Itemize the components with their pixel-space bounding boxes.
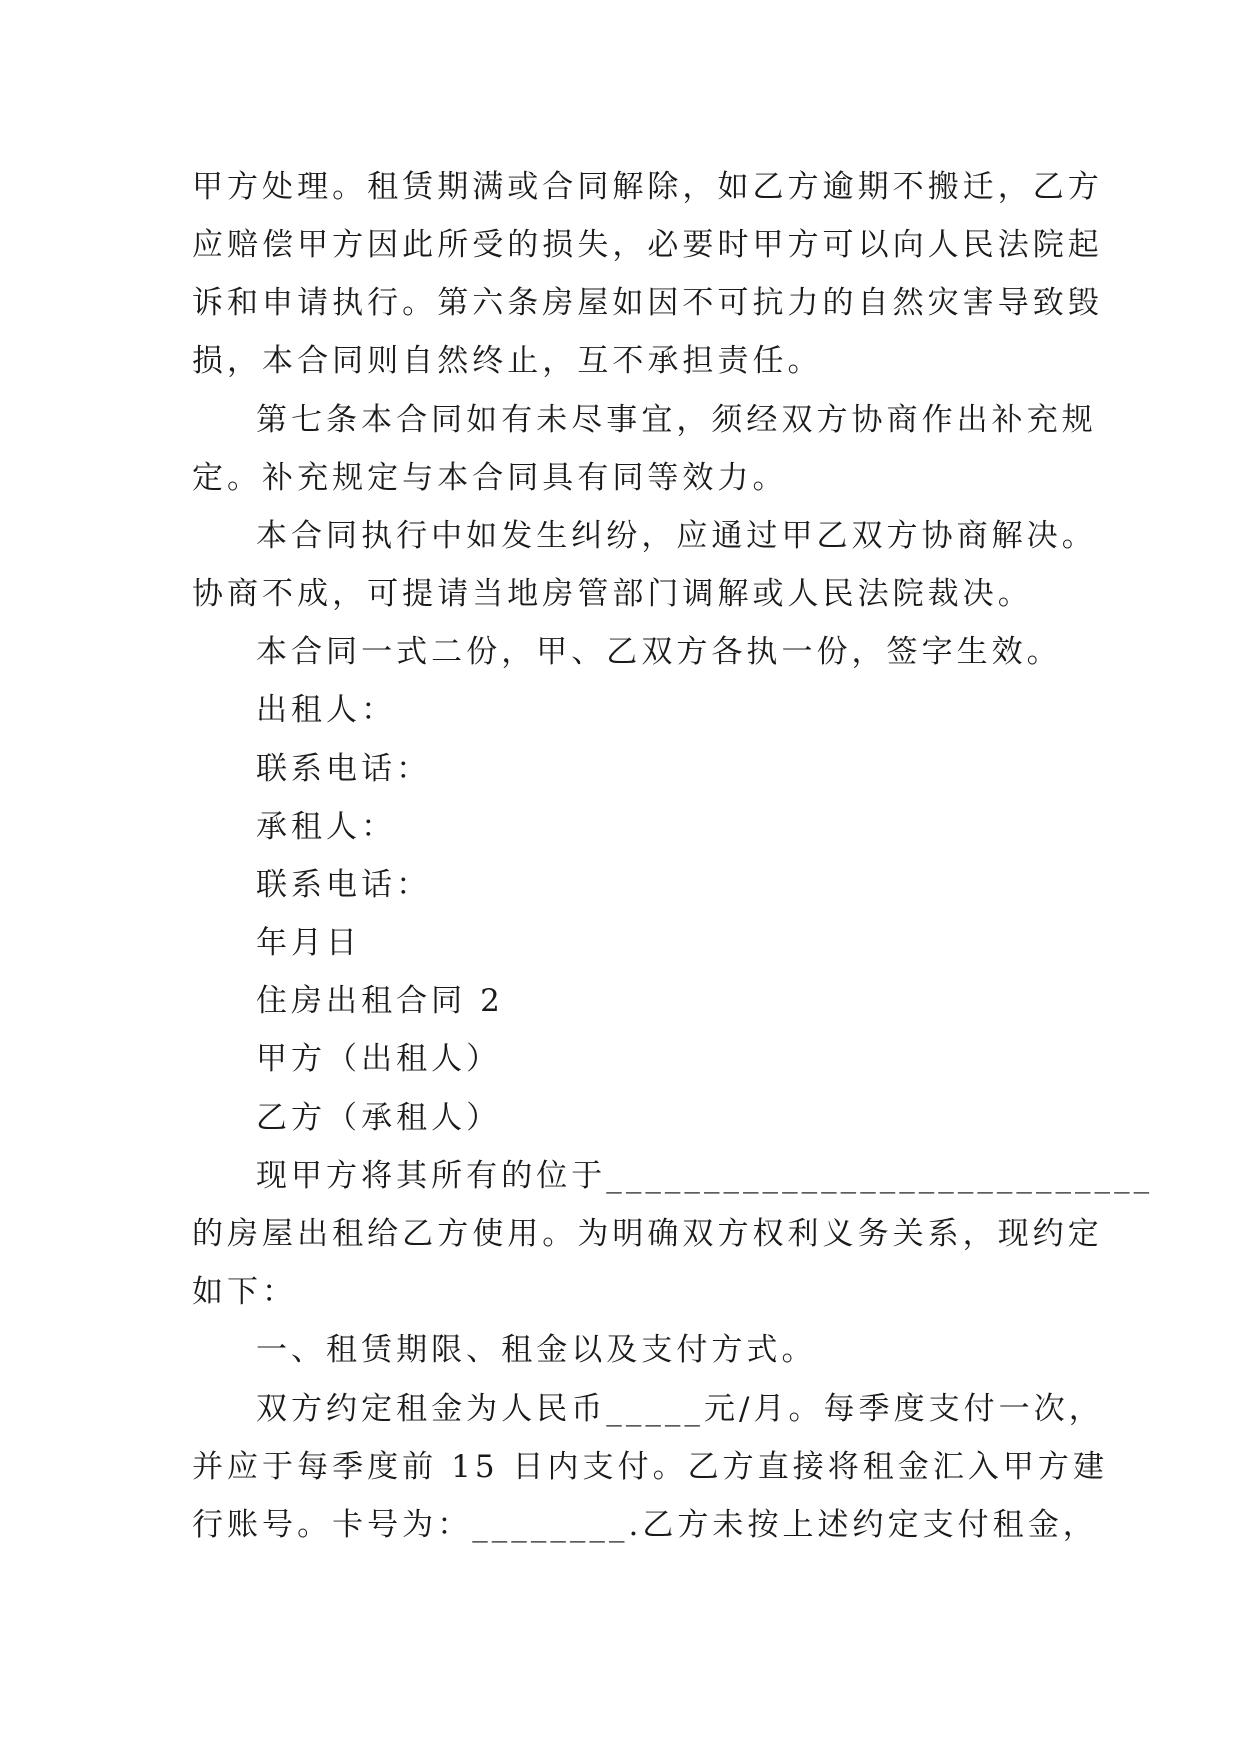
text-line: 的房屋出租给乙方使用。为明确双方权利义务关系，现约定 <box>192 1216 1103 1252</box>
lessee-label: 承租人： <box>256 809 397 845</box>
text-line: 损，本合同则自然终止，互不承担责任。 <box>192 343 823 379</box>
text-line: 定。补充规定与本合同具有同等效力。 <box>192 460 788 496</box>
date-label: 年月日 <box>256 925 362 961</box>
lessor-phone-label: 联系电话： <box>256 751 432 787</box>
text-line: 本合同执行中如发生纠纷，应通过甲乙双方协商解决。 <box>256 518 1097 554</box>
text-line: 应赔偿甲方因此所受的损失，必要时甲方可以向人民法院起 <box>192 227 1103 263</box>
text-line: 现甲方将其所有的位于____________________________ <box>256 1158 1154 1194</box>
party-a-label: 甲方（出租人） <box>256 1041 502 1077</box>
text-line: 行账号。卡号为：________.乙方未按上述约定支付租金， <box>192 1507 1098 1543</box>
party-b-label: 乙方（承租人） <box>256 1100 502 1136</box>
text-line: 双方约定租金为人民币_____元/月。每季度支付一次， <box>256 1391 1104 1427</box>
text-line: 本合同一式二份，甲、乙双方各执一份，签字生效。 <box>256 634 1062 670</box>
text-line: 诉和申请执行。第六条房屋如因不可抗力的自然灾害导致毁 <box>192 285 1103 321</box>
lessor-label: 出租人： <box>256 692 397 728</box>
section-heading: 一、租赁期限、租金以及支付方式。 <box>256 1332 817 1368</box>
text-line: 协商不成，可提请当地房管部门调解或人民法院裁决。 <box>192 576 1033 612</box>
contract-title: 住房出租合同 2 <box>256 983 504 1019</box>
lessee-phone-label: 联系电话： <box>256 867 432 903</box>
text-line: 并应于每季度前 15 日内支付。乙方直接将租金汇入甲方建 <box>192 1449 1108 1485</box>
text-line: 第七条本合同如有未尽事宜，须经双方协商作出补充规 <box>256 402 1097 438</box>
text-line: 甲方处理。租赁期满或合同解除，如乙方逾期不搬迁，乙方 <box>192 169 1103 205</box>
text-line: 如下： <box>192 1274 298 1310</box>
